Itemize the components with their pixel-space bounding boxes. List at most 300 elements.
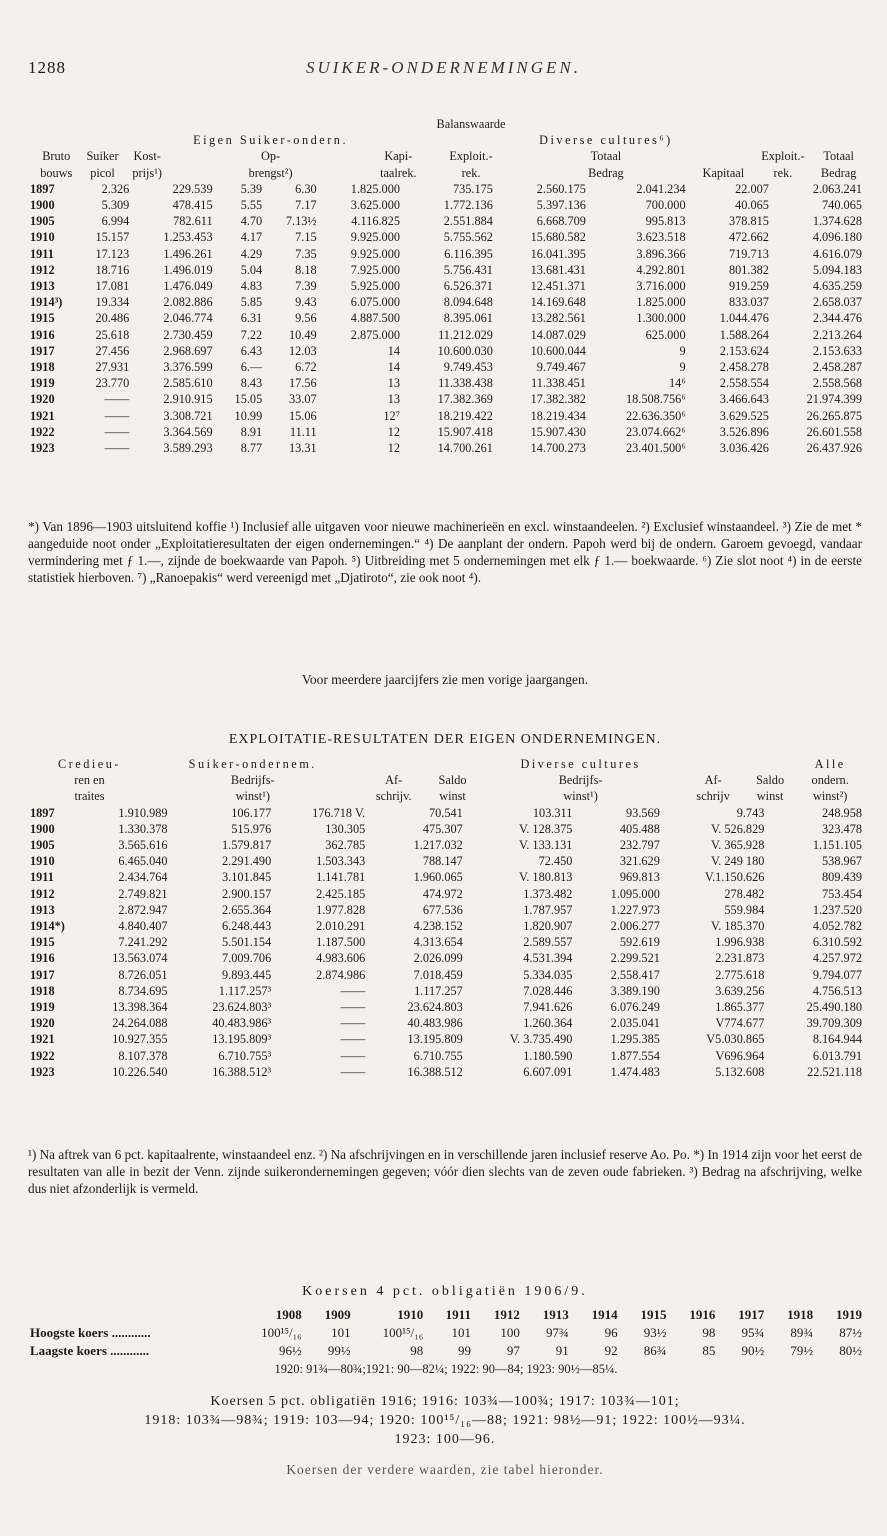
- table1-header-cell: Kost-: [133, 149, 161, 164]
- table1-cell: 1912: [30, 262, 55, 277]
- table1-header-cell: [813, 132, 864, 148]
- table1-cell: 5.397.136: [536, 198, 586, 213]
- table1-row: [28, 294, 864, 310]
- table1-cell: 21.974.399: [806, 392, 862, 407]
- table2-cell: 1.820.907: [523, 919, 573, 934]
- table2-header-cell: [682, 756, 743, 772]
- table1-cell: 23.074.662⁶: [625, 424, 686, 439]
- table2-cell: 1.180.590: [523, 1048, 573, 1063]
- koersen4-years-cell: 1917: [738, 1307, 765, 1322]
- table2-cell: 1.217.032: [413, 838, 463, 853]
- table2-cell: 1919: [30, 1000, 55, 1015]
- table1-cell: 11.11: [289, 424, 317, 439]
- table2-header-cell: [426, 756, 478, 772]
- table1-cell: 2.326: [101, 181, 130, 196]
- table2-cell: 321.629: [619, 854, 660, 869]
- table1-cell: 11.212.029: [438, 327, 493, 342]
- table2-header-cell: Credieu-: [57, 757, 121, 771]
- table2-header-cell: ren en: [74, 773, 105, 788]
- table2-row: [28, 950, 864, 966]
- table1-cell: 12.03: [288, 343, 317, 358]
- table1-row: [28, 359, 864, 375]
- table2-cell: 1.996.938: [715, 935, 765, 950]
- table1-cell: 13.681.431: [530, 262, 586, 277]
- table1-cell: 20.486: [95, 311, 130, 326]
- table1-cell: 4.096.180: [812, 230, 862, 245]
- table2-cell: 1.474.483: [610, 1064, 660, 1079]
- table2-header-row: [28, 788, 864, 804]
- koersen4-high-cell: 98: [702, 1325, 716, 1340]
- table2-cell: V. 180.813: [518, 870, 573, 885]
- table2-cell: 2.299.521: [610, 951, 660, 966]
- koersen4-years-cell: 1911: [445, 1307, 471, 1322]
- table2-header-cell: ondern.: [811, 773, 849, 788]
- table1-cell: ——: [104, 441, 130, 456]
- table1-cell: 1920: [30, 392, 55, 407]
- table2-cell: 1914*): [30, 919, 65, 934]
- table2-cell: 2.775.618: [715, 967, 765, 982]
- table2-cell: ——: [340, 1032, 366, 1047]
- table1-header-cell: [169, 116, 373, 132]
- table1-row: [28, 408, 864, 424]
- koersen4-low-cell: 97: [506, 1343, 520, 1358]
- koersen4-title: Koersen 4 pct. obligatiën 1906/9.: [302, 1284, 588, 1299]
- table1-cell: 1.253.453: [163, 230, 213, 245]
- table2-cell: 362.785: [325, 838, 366, 853]
- table1-header-cell: Totaal: [590, 149, 622, 164]
- koersen4-years-cell: 1916: [689, 1307, 716, 1322]
- table2-cell: 13.195.809³: [212, 1032, 272, 1047]
- table1-cell: 14.700.273: [530, 441, 586, 456]
- koersen4-high-cell: 100¹⁵/₁₆: [382, 1325, 424, 1340]
- koersen4-high-cell: 100¹⁵/₁₆: [261, 1325, 302, 1340]
- table1-row: [28, 229, 864, 245]
- table1-cell: 2.458.287: [812, 360, 862, 375]
- table2-header-cell: Bedrijfs-: [230, 773, 275, 788]
- koersen4-years-cell: 1918: [787, 1307, 814, 1322]
- table1-header: [28, 116, 864, 181]
- table2-header-cell: traites: [74, 789, 105, 804]
- table2-header-cell: winst¹): [563, 789, 598, 804]
- table2-cell: 809.439: [822, 870, 862, 885]
- table1-cell: 15.907.418: [437, 424, 493, 439]
- table1-cell: 26.601.558: [806, 424, 862, 439]
- table1-cell: 7.35: [295, 246, 317, 261]
- table1-cell: 5.55: [240, 198, 263, 213]
- table2-cell: 2.655.364: [222, 902, 272, 917]
- table1-header-cell: [33, 116, 79, 132]
- table2-cell: 24.264.088: [112, 1016, 168, 1031]
- table1-block: [28, 116, 864, 456]
- table1-cell: 11.338.451: [531, 376, 586, 391]
- table1-header-cell: taalrek.: [380, 165, 417, 180]
- table2-header-cell: Suiker-ondernem.: [188, 757, 317, 771]
- table2-cell: 4.983.606: [316, 951, 366, 966]
- table2-cell: 1921: [30, 1032, 55, 1047]
- table1-cell: 2.063.241: [812, 181, 862, 196]
- table1-cell: 10.99: [234, 408, 263, 423]
- koersen4-high-row: [28, 1324, 864, 1342]
- table2-cell: V696.964: [715, 1048, 765, 1063]
- table2-cell: 25.490.180: [806, 1000, 862, 1015]
- table2-cell: 10.226.540: [112, 1064, 168, 1079]
- table2-cell: 1.237.520: [812, 902, 862, 917]
- table2-cell: 2.026.099: [413, 951, 463, 966]
- table2-cell: 1.877.554: [610, 1048, 660, 1063]
- table1-row: [28, 278, 864, 294]
- table2-cell: 1.960.065: [413, 870, 463, 885]
- table1-cell: 3.364.569: [163, 424, 213, 439]
- table2-cell: 1.373.482: [523, 886, 573, 901]
- table2-cell: 405.488: [619, 821, 660, 836]
- table1-cell: 1910: [30, 230, 55, 245]
- table2-cell: 2.010.291: [316, 919, 366, 934]
- table1-cell: 472.662: [728, 230, 769, 245]
- table2-cell: 1918: [30, 983, 55, 998]
- table1-cell: 2.558.568: [812, 376, 862, 391]
- table2-cell: 2.589.557: [523, 935, 573, 950]
- page-number: 1288: [28, 58, 66, 77]
- table1-row: [28, 391, 864, 407]
- table1-cell: 3.716.000: [636, 279, 686, 294]
- table2-cell: 5.132.608: [715, 1064, 765, 1079]
- table1-cell: 14⁶: [669, 376, 686, 391]
- table1-cell: 5.094.183: [812, 262, 862, 277]
- table2-cell: 6.607.091: [523, 1064, 573, 1079]
- table2-cell: 1923: [30, 1064, 55, 1079]
- table2-cell: 475.307: [422, 821, 463, 836]
- table2-cell: 6.310.592: [812, 935, 862, 950]
- table1-cell: 15.05: [234, 392, 263, 407]
- koersen5-line2: 1918: 103¾—98¾; 1919: 103—94; 1920: 100¹⁵/₁₆—88; 1921: 98½—91; 1922: 100½—93¼.: [144, 1413, 746, 1428]
- table1-row: [28, 310, 864, 326]
- table1-header-cell: Suiker: [86, 149, 119, 164]
- table1-cell: 700.000: [645, 198, 686, 213]
- table1-header-cell: rek.: [773, 165, 793, 180]
- table1-row: [28, 213, 864, 229]
- table1-cell: 2.153.633: [812, 343, 862, 358]
- table2-title: EXPLOITATIE-RESULTATEN DER EIGEN ONDERNEMINGEN.: [228, 732, 662, 747]
- table2-cell: 23.624.803³: [212, 1000, 272, 1015]
- table2-cell: V. 249 180: [710, 854, 765, 869]
- table2-header-row: [28, 756, 864, 772]
- koersen4-years-row: [28, 1306, 864, 1324]
- table1-cell: 719.713: [728, 246, 769, 261]
- table1-header-cell: [694, 116, 752, 132]
- koersen4-low-cell: 80½: [839, 1343, 862, 1358]
- table2-cell: 3.389.190: [610, 983, 660, 998]
- table1-cell: 1.044.476: [719, 311, 769, 326]
- table2-cell: 248.958: [822, 805, 862, 820]
- table2-cell: 7.018.459: [413, 967, 463, 982]
- table2-header-cell: Af-: [385, 773, 403, 788]
- koersen4-low-cell: Laagste koers ............: [30, 1343, 150, 1358]
- table2-cell: 677.536: [422, 902, 463, 917]
- table1-cell: 1.300.000: [636, 311, 686, 326]
- table1-cell: 1913: [30, 279, 55, 294]
- table1-cell: 5.309: [101, 198, 130, 213]
- koersen4-low-cell: 91: [555, 1343, 569, 1358]
- table1-cell: 10.600.044: [530, 343, 586, 358]
- table2-cell: 6.710.755: [413, 1048, 463, 1063]
- table2-cell: ——: [340, 983, 366, 998]
- table1-cell: 9.43: [295, 295, 317, 310]
- table1-row: [28, 343, 864, 359]
- table1-cell: 1897: [30, 181, 55, 196]
- table1-cell: 12: [387, 441, 400, 456]
- table2-cell: 559.984: [724, 902, 765, 917]
- table2-cell: 1.227.973: [610, 902, 660, 917]
- table1-cell: 1.588.264: [719, 327, 769, 342]
- table2-cell: V. 3.735.490: [509, 1032, 573, 1047]
- table2-cell: 232.797: [619, 838, 660, 853]
- table1-cell: 1.476.049: [163, 279, 213, 294]
- table2-cell: 323.478: [822, 821, 862, 836]
- table2-cell: 7.009.706: [222, 951, 272, 966]
- table2-cell: V774.677: [715, 1016, 765, 1031]
- koersen4-years-cell: 1912: [493, 1307, 520, 1322]
- table1-header-cell: Totaal: [823, 149, 854, 164]
- table1-row: [28, 327, 864, 343]
- table2-cell: 93.569: [626, 805, 660, 820]
- table1-cell: 625.000: [645, 327, 686, 342]
- table2-cell: 1.141.781: [316, 870, 366, 885]
- table2-header-cell: Saldo: [756, 773, 785, 788]
- table1-cell: 9.749.453: [443, 360, 493, 375]
- table1-cell: 17.081: [95, 279, 130, 294]
- koersen4-block: [28, 1306, 864, 1377]
- koersen4-low-cell: 99½: [327, 1343, 351, 1358]
- koersen4-high-cell: 97¾: [545, 1325, 569, 1340]
- table1-cell: 22.007: [735, 181, 769, 196]
- table2-body: [28, 805, 864, 1080]
- table2-cell: 39.709.309: [806, 1016, 862, 1031]
- table2-cell: V. 128.375: [518, 821, 573, 836]
- table1-cell: 1.374.628: [812, 214, 862, 229]
- table1-cell: 6.31: [240, 311, 263, 326]
- table1-row: [28, 440, 864, 456]
- table1-header-cell: [518, 116, 694, 132]
- table2-cell: 1.151.105: [812, 838, 862, 853]
- table2-cell: 4.756.513: [812, 983, 862, 998]
- table2-cell: 4.531.394: [523, 951, 573, 966]
- table2-row: [28, 837, 864, 853]
- koersen4-years-cell: 1915: [640, 1307, 667, 1322]
- table2-cell: 1.977.828: [316, 902, 366, 917]
- table1-cell: 2.153.624: [719, 343, 769, 358]
- table1-cell: 1922: [30, 424, 55, 439]
- table2-cell: 3.565.616: [118, 838, 168, 853]
- running-title: SUIKER-ONDERNEMINGEN.: [305, 58, 581, 77]
- table1-cell: 18.219.434: [530, 408, 586, 423]
- table2-cell: 1912: [30, 886, 55, 901]
- table2-cell: 70.541: [429, 805, 463, 820]
- table1-header-cell: [126, 132, 169, 148]
- table2-cell: 474.972: [422, 886, 463, 901]
- koersen4-high-cell: 100: [500, 1325, 520, 1340]
- table1-header-cell: brengst²): [248, 165, 293, 180]
- table1-cell: 1.496.261: [163, 246, 213, 261]
- table1-cell: 6.994: [101, 214, 130, 229]
- table2-cell: 1.910.989: [118, 805, 168, 820]
- table2-cell: 16.388.512: [407, 1064, 463, 1079]
- table2-cell: 6.710.755³: [218, 1048, 272, 1063]
- koersen4-years-cell: 1913: [542, 1307, 569, 1322]
- table2-cell: 1897: [30, 805, 55, 820]
- table2-cell: 7.028.446: [523, 983, 573, 998]
- table2-cell: ——: [340, 1000, 366, 1015]
- table2-cell: V. 133.131: [518, 838, 573, 853]
- table2-cell: 4.257.972: [812, 951, 862, 966]
- table2-header-cell: winst: [439, 789, 466, 804]
- table2-header-cell: Saldo: [438, 773, 467, 788]
- table1-cell: 2.041.234: [636, 181, 686, 196]
- table1-cell: 23.770: [95, 376, 130, 391]
- table2-cell: 1910: [30, 854, 55, 869]
- table2-cell: 7.941.626: [523, 1000, 573, 1015]
- table1-cell: 3.896.366: [636, 246, 686, 261]
- table1-cell: 6.116.395: [444, 246, 493, 261]
- table1-header-cell: [372, 132, 424, 148]
- table1-cell: 8.18: [295, 262, 317, 277]
- table2-cell: 106.177: [231, 805, 272, 820]
- table1-row: [28, 424, 864, 440]
- table2-cell: ——: [340, 1016, 366, 1031]
- table1-cell: 2.658.037: [812, 295, 862, 310]
- table2-row: [28, 1031, 864, 1047]
- table2-header: [28, 756, 864, 805]
- table1-cell: 995.813: [645, 214, 686, 229]
- table2-header-cell: Af-: [704, 773, 722, 788]
- table1-cell: 13.282.561: [530, 311, 586, 326]
- table1-cell: 9.56: [295, 311, 317, 326]
- table2-row: [28, 934, 864, 950]
- table2-cell: 4.313.654: [413, 935, 463, 950]
- koersen4-high-cell: 96: [604, 1325, 618, 1340]
- table2-cell: 4.840.407: [118, 919, 168, 934]
- table1-cell: 26.437.926: [806, 441, 862, 456]
- koersen4-years-cell: 1908: [275, 1307, 302, 1322]
- table2-cell: 1.330.378: [118, 821, 168, 836]
- table1-cell: 3.036.426: [719, 441, 769, 456]
- table1-row: [28, 197, 864, 213]
- table2-header-cell: [361, 756, 426, 772]
- table2-cell: 788.147: [422, 854, 463, 869]
- table2-cell: 1.260.364: [523, 1016, 573, 1031]
- table2-cell: 8.726.051: [118, 967, 168, 982]
- table2-row: [28, 1015, 864, 1031]
- table1-cell: 17.123: [95, 246, 130, 261]
- table2-cell: 4.238.152: [413, 919, 463, 934]
- table2-header-cell: schrijv: [696, 789, 730, 804]
- koersen4-low-cell: 86¾: [643, 1343, 667, 1358]
- table1-cell: 7.22: [240, 327, 263, 342]
- table2-cell: 6.248.443: [222, 919, 272, 934]
- table1-cell: 4.29: [240, 246, 263, 261]
- table1-cell: 4.887.500: [350, 311, 400, 326]
- table2-cell: 103.311: [532, 805, 573, 820]
- koersen4-low-cell: 85: [702, 1343, 716, 1358]
- table1-row: [28, 262, 864, 278]
- table2-cell: V.1.150.626: [704, 870, 765, 885]
- table2-row: [28, 886, 864, 902]
- table2-cell: 2.425.185: [316, 886, 366, 901]
- table2-cell: 1916: [30, 951, 55, 966]
- table1-header-row: [28, 116, 864, 132]
- table2-cell: 1920: [30, 1016, 55, 1031]
- table2-cell: 9.893.445: [222, 967, 272, 982]
- table1-cell: 15.680.582: [530, 230, 586, 245]
- table2-cell: 22.521.118: [807, 1064, 862, 1079]
- table1-row: [28, 246, 864, 262]
- table2-cell: 40.483.986: [407, 1016, 463, 1031]
- table1-cell: 14.169.648: [530, 295, 586, 310]
- table1-header-cell: [694, 148, 752, 164]
- table1-cell: 2.458.278: [719, 360, 769, 375]
- table1-cell: 17.382.382: [530, 392, 586, 407]
- table2-cell: 1900: [30, 821, 55, 836]
- table1-cell: 18.716: [95, 262, 130, 277]
- table1-cell: 18.508.756⁶: [625, 392, 686, 407]
- table1-cell: 13: [387, 376, 400, 391]
- koersen4-low-cell: 92: [604, 1343, 618, 1358]
- table1-cell: 1900: [30, 198, 55, 213]
- table1-header-cell: [126, 116, 169, 132]
- table1-cell: 2.344.476: [812, 311, 862, 326]
- table2-cell: 3.101.845: [222, 870, 272, 885]
- koersen4-years-cell: 1910: [397, 1307, 424, 1322]
- table1-cell: 8.43: [240, 376, 263, 391]
- table1-cell: 833.037: [728, 295, 769, 310]
- table2-cell: V. 185.370: [710, 919, 765, 934]
- table1-cell: 1916: [30, 327, 55, 342]
- table2-cell: 1.503.343: [316, 854, 366, 869]
- table1-cell: 9.925.000: [350, 246, 400, 261]
- table1-cell: 801.382: [728, 262, 769, 277]
- table2-cell: ——: [340, 1048, 366, 1063]
- table1-cell: 12⁷: [383, 408, 400, 423]
- table1-cell: 1915: [30, 311, 55, 326]
- koersen5-line1: Koersen 5 pct. obligatiën 1916; 1916: 103¾—100¾; 1917: 103¾—101;: [210, 1394, 680, 1409]
- koersen5-line3: 1923: 100—96.: [394, 1432, 496, 1447]
- table1-cell: 40.065: [735, 198, 769, 213]
- table1-cell: 23.401.500⁶: [625, 441, 686, 456]
- table2-cell: 1.095.000: [610, 886, 660, 901]
- table1-cell: 2.968.697: [163, 343, 213, 358]
- table2-cell: 1915: [30, 935, 55, 950]
- table1-header-cell: Kapitaal: [702, 165, 745, 180]
- table1-cell: 14: [387, 343, 400, 358]
- table1-cell: 8.91: [240, 424, 263, 439]
- table2-cell: 8.107.378: [118, 1048, 168, 1063]
- table2-cell: 592.619: [619, 935, 660, 950]
- table2-header-cell: winst²): [812, 789, 848, 804]
- table1-header-cell: [79, 132, 125, 148]
- table2-cell: V. 526.829: [710, 821, 765, 836]
- table2-header-row: [28, 772, 864, 788]
- table1-cell: 378.815: [728, 214, 769, 229]
- table1-header-cell: Exploit.-: [761, 149, 805, 164]
- table1-cell: 3.629.525: [719, 408, 769, 423]
- table1-cell: 3.625.000: [350, 198, 400, 213]
- table1-header-cell: prijs¹): [132, 165, 163, 180]
- table2-cell: 5.501.154: [222, 935, 272, 950]
- koersen4-table: [28, 1306, 864, 1360]
- table2-cell: 13.398.364: [112, 1000, 168, 1015]
- table1-cell: 3.623.518: [636, 230, 686, 245]
- table2-header-cell: winst¹): [235, 789, 270, 804]
- table2-row: [28, 1048, 864, 1064]
